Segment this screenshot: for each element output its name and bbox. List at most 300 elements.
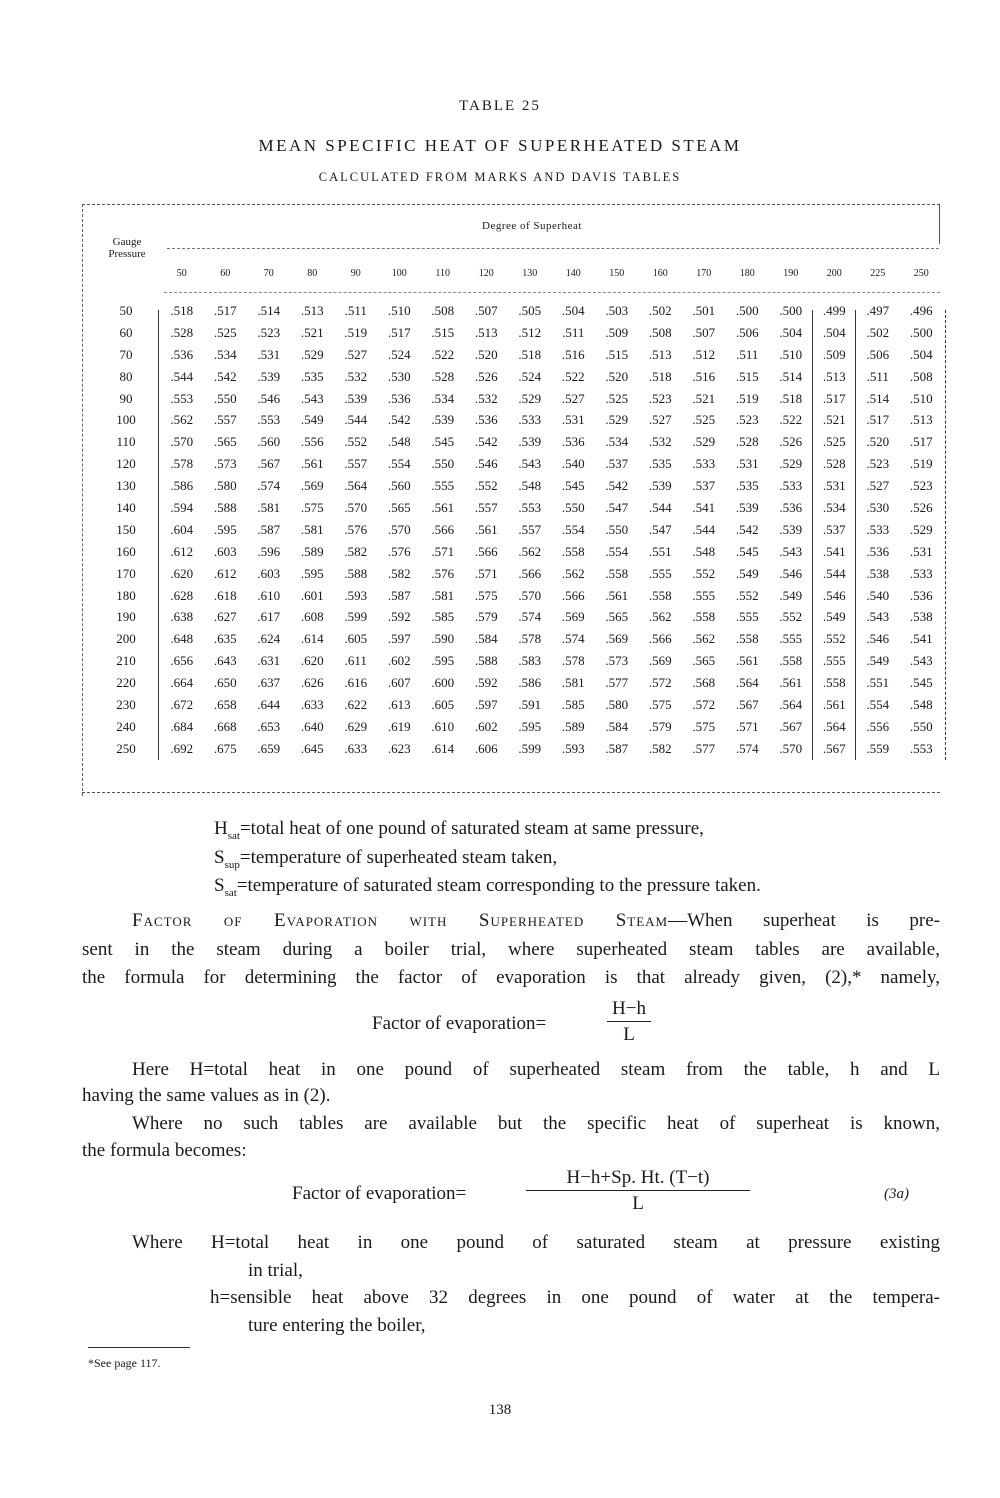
value-cell: .579 bbox=[474, 609, 498, 625]
value-cell: .540 bbox=[866, 587, 890, 603]
value-cell: .595 bbox=[213, 521, 237, 537]
value-cell: .532 bbox=[648, 434, 672, 450]
paragraph1-heading: Factor of Evaporation with Superheated Steam bbox=[132, 910, 669, 931]
value-cell: .557 bbox=[213, 412, 237, 428]
value-cell: .553 bbox=[909, 740, 933, 756]
definition-ssat: $S_{sat}=temperature$ of saturated steam corresponding to the pressure taken. bbox=[214, 875, 761, 899]
value-cell: .573 bbox=[213, 456, 237, 472]
table-row bbox=[92, 541, 943, 563]
value-cell: .565 bbox=[387, 499, 411, 515]
value-cell: .561 bbox=[474, 521, 498, 537]
value-cell: .626 bbox=[300, 675, 324, 691]
value-cell: .599 bbox=[344, 609, 368, 625]
value-cell: .584 bbox=[605, 718, 629, 734]
value-cell: .628 bbox=[170, 587, 194, 603]
value-cell: .523 bbox=[735, 412, 759, 428]
paragraph3-line1: Where no such tables are available but the specific heat of superheat is known, bbox=[132, 1113, 940, 1134]
value-cell: .650 bbox=[213, 675, 237, 691]
value-cell: .556 bbox=[866, 718, 890, 734]
value-cell: .502 bbox=[648, 302, 672, 318]
pressure-cell: 230 bbox=[116, 696, 136, 712]
value-cell: .565 bbox=[692, 653, 716, 669]
value-cell: .536 bbox=[779, 499, 803, 515]
value-cell: .558 bbox=[605, 565, 629, 581]
pressure-cell: 60 bbox=[119, 324, 133, 340]
table-row bbox=[92, 409, 943, 431]
value-cell: .539 bbox=[257, 368, 281, 384]
value-cell: .570 bbox=[387, 521, 411, 537]
value-cell: .555 bbox=[822, 653, 846, 669]
value-cell: .528 bbox=[735, 434, 759, 450]
value-cell: .627 bbox=[213, 609, 237, 625]
value-cell: .539 bbox=[779, 521, 803, 537]
column-header: 200 bbox=[826, 267, 842, 279]
value-cell: .570 bbox=[518, 587, 542, 603]
frame-top-rule bbox=[82, 204, 940, 205]
column-header: 140 bbox=[565, 267, 581, 279]
value-cell: .611 bbox=[344, 653, 367, 669]
value-cell: .572 bbox=[648, 675, 672, 691]
value-cell: .505 bbox=[518, 302, 542, 318]
column-header: 225 bbox=[870, 267, 886, 279]
value-cell: .515 bbox=[431, 324, 455, 340]
value-cell: .520 bbox=[866, 434, 890, 450]
value-cell: .582 bbox=[648, 740, 672, 756]
value-cell: .644 bbox=[257, 696, 281, 712]
value-cell: .552 bbox=[474, 478, 498, 494]
value-cell: .620 bbox=[300, 653, 324, 669]
value-cell: .557 bbox=[518, 521, 542, 537]
value-cell: .596 bbox=[257, 543, 281, 559]
value-cell: .617 bbox=[257, 609, 281, 625]
pressure-cell: 210 bbox=[116, 653, 136, 669]
value-cell: .508 bbox=[648, 324, 672, 340]
value-cell: .554 bbox=[561, 521, 585, 537]
value-cell: .504 bbox=[822, 324, 846, 340]
table-row bbox=[92, 628, 943, 650]
value-cell: .543 bbox=[779, 543, 803, 559]
formula1-fraction bbox=[607, 998, 651, 1046]
value-cell: .574 bbox=[735, 740, 759, 756]
value-cell: .561 bbox=[735, 653, 759, 669]
column-header: 70 bbox=[263, 267, 274, 279]
value-cell: .564 bbox=[344, 478, 368, 494]
value-cell: .592 bbox=[387, 609, 411, 625]
value-cell: .608 bbox=[300, 609, 324, 625]
value-cell: .517 bbox=[387, 324, 411, 340]
value-cell: .522 bbox=[779, 412, 803, 428]
value-cell: .577 bbox=[605, 675, 629, 691]
value-cell: .555 bbox=[735, 609, 759, 625]
pressure-cell: 120 bbox=[116, 456, 136, 472]
value-cell: .640 bbox=[300, 718, 324, 734]
value-cell: .564 bbox=[735, 675, 759, 691]
column-header: 130 bbox=[522, 267, 538, 279]
value-cell: .510 bbox=[387, 302, 411, 318]
value-cell: .536 bbox=[387, 390, 411, 406]
value-cell: .595 bbox=[431, 653, 455, 669]
pressure-cell: 130 bbox=[116, 478, 136, 494]
value-cell: .536 bbox=[561, 434, 585, 450]
value-cell: .539 bbox=[518, 434, 542, 450]
value-cell: .537 bbox=[692, 478, 716, 494]
value-cell: .529 bbox=[300, 346, 324, 362]
table-row bbox=[92, 672, 943, 694]
frame-bottom-rule bbox=[82, 792, 940, 793]
table-row bbox=[92, 300, 943, 322]
value-cell: .503 bbox=[605, 302, 629, 318]
value-cell: .648 bbox=[170, 631, 194, 647]
value-cell: .569 bbox=[300, 478, 324, 494]
value-cell: .575 bbox=[300, 499, 324, 515]
value-cell: .567 bbox=[779, 718, 803, 734]
pressure-cell: 90 bbox=[119, 390, 133, 406]
value-cell: .542 bbox=[213, 368, 237, 384]
value-cell: .589 bbox=[561, 718, 585, 734]
value-cell: .562 bbox=[561, 565, 585, 581]
value-cell: .511 bbox=[344, 302, 367, 318]
value-cell: .496 bbox=[909, 302, 933, 318]
value-cell: .633 bbox=[300, 696, 324, 712]
value-cell: .576 bbox=[344, 521, 368, 537]
value-cell: .580 bbox=[605, 696, 629, 712]
value-cell: .512 bbox=[518, 324, 542, 340]
value-cell: .500 bbox=[735, 302, 759, 318]
value-cell: .532 bbox=[474, 390, 498, 406]
value-cell: .545 bbox=[561, 478, 585, 494]
value-cell: .579 bbox=[648, 718, 672, 734]
value-cell: .518 bbox=[648, 368, 672, 384]
value-cell: .538 bbox=[866, 565, 890, 581]
value-cell: .540 bbox=[561, 456, 585, 472]
value-cell: .675 bbox=[213, 740, 237, 756]
where-line1: Where H=total heat in one pound of saturated steam at pressure existing bbox=[132, 1232, 940, 1253]
value-cell: .508 bbox=[431, 302, 455, 318]
value-cell: .500 bbox=[779, 302, 803, 318]
value-cell: .569 bbox=[648, 653, 672, 669]
table-row bbox=[92, 563, 943, 585]
value-cell: .581 bbox=[431, 587, 455, 603]
value-cell: .532 bbox=[344, 368, 368, 384]
pressure-cell: 240 bbox=[116, 718, 136, 734]
value-cell: .546 bbox=[779, 565, 803, 581]
table-row bbox=[92, 366, 943, 388]
value-cell: .528 bbox=[822, 456, 846, 472]
value-cell: .525 bbox=[822, 434, 846, 450]
value-cell: .542 bbox=[735, 521, 759, 537]
table-row bbox=[92, 606, 943, 628]
value-cell: .499 bbox=[822, 302, 846, 318]
value-cell: .568 bbox=[692, 675, 716, 691]
value-cell: .552 bbox=[692, 565, 716, 581]
value-cell: .588 bbox=[344, 565, 368, 581]
value-cell: .537 bbox=[822, 521, 846, 537]
definition-ssup: $S_{sup}=temperature$ of superheated steam taken, bbox=[214, 847, 558, 871]
value-cell: .569 bbox=[561, 609, 585, 625]
value-cell: .554 bbox=[387, 456, 411, 472]
value-cell: .590 bbox=[431, 631, 455, 647]
value-cell: .555 bbox=[692, 587, 716, 603]
value-cell: .561 bbox=[431, 499, 455, 515]
table-row bbox=[92, 650, 943, 672]
value-cell: .591 bbox=[518, 696, 542, 712]
value-cell: .561 bbox=[779, 675, 803, 691]
value-cell: .517 bbox=[822, 390, 846, 406]
value-cell: .565 bbox=[213, 434, 237, 450]
value-cell: .537 bbox=[605, 456, 629, 472]
value-cell: .525 bbox=[605, 390, 629, 406]
column-divider bbox=[945, 310, 946, 760]
pressure-cell: 190 bbox=[116, 609, 136, 625]
value-cell: .507 bbox=[474, 302, 498, 318]
table-subtitle: CALCULATED FROM MARKS AND DAVIS TABLES bbox=[318, 170, 682, 184]
value-cell: .545 bbox=[735, 543, 759, 559]
value-cell: .567 bbox=[735, 696, 759, 712]
value-cell: .529 bbox=[605, 412, 629, 428]
value-cell: .546 bbox=[474, 456, 498, 472]
value-cell: .588 bbox=[213, 499, 237, 515]
value-cell: .555 bbox=[431, 478, 455, 494]
page-number: 138 bbox=[488, 1402, 512, 1418]
formula2-denominator: L bbox=[632, 1193, 644, 1214]
value-cell: .510 bbox=[779, 346, 803, 362]
value-cell: .527 bbox=[561, 390, 585, 406]
pressure-cell: 100 bbox=[116, 412, 136, 428]
value-cell: .534 bbox=[605, 434, 629, 450]
value-cell: .575 bbox=[474, 587, 498, 603]
value-cell: .612 bbox=[170, 543, 194, 559]
value-cell: .558 bbox=[779, 653, 803, 669]
formula2-numerator: H−h+Sp. Ht. (T−t) bbox=[526, 1167, 750, 1191]
value-cell: .533 bbox=[518, 412, 542, 428]
value-cell: .603 bbox=[257, 565, 281, 581]
value-cell: .509 bbox=[822, 346, 846, 362]
value-cell: .638 bbox=[170, 609, 194, 625]
value-cell: .500 bbox=[909, 324, 933, 340]
value-cell: .604 bbox=[170, 521, 194, 537]
value-cell: .542 bbox=[474, 434, 498, 450]
value-cell: .543 bbox=[909, 653, 933, 669]
value-cell: .531 bbox=[735, 456, 759, 472]
value-cell: .548 bbox=[387, 434, 411, 450]
value-cell: .544 bbox=[822, 565, 846, 581]
value-cell: .511 bbox=[866, 368, 889, 384]
value-cell: .578 bbox=[518, 631, 542, 647]
value-cell: .541 bbox=[822, 543, 846, 559]
value-cell: .521 bbox=[300, 324, 324, 340]
value-cell: .527 bbox=[866, 478, 890, 494]
value-cell: .633 bbox=[344, 740, 368, 756]
value-cell: .519 bbox=[909, 456, 933, 472]
value-cell: .526 bbox=[474, 368, 498, 384]
value-cell: .561 bbox=[822, 696, 846, 712]
value-cell: .658 bbox=[213, 696, 237, 712]
where-line1b: in trial, bbox=[248, 1260, 303, 1281]
pressure-cell: 250 bbox=[116, 740, 136, 756]
table-row bbox=[92, 738, 943, 760]
value-cell: .557 bbox=[344, 456, 368, 472]
definition-hsat: $H_{sat}=total$ heat of one pound of saturated steam at same pressure, bbox=[214, 818, 704, 842]
value-cell: .550 bbox=[213, 390, 237, 406]
value-cell: .578 bbox=[170, 456, 194, 472]
value-cell: .581 bbox=[257, 499, 281, 515]
value-cell: .533 bbox=[866, 521, 890, 537]
value-cell: .566 bbox=[648, 631, 672, 647]
value-cell: .535 bbox=[648, 456, 672, 472]
value-cell: .536 bbox=[866, 543, 890, 559]
value-cell: .592 bbox=[474, 675, 498, 691]
value-cell: .524 bbox=[518, 368, 542, 384]
value-cell: .653 bbox=[257, 718, 281, 734]
value-cell: .530 bbox=[387, 368, 411, 384]
value-cell: .684 bbox=[170, 718, 194, 734]
value-cell: .585 bbox=[561, 696, 585, 712]
value-cell: .501 bbox=[692, 302, 716, 318]
superheat-label: Degree of Superheat bbox=[482, 220, 582, 232]
value-cell: .613 bbox=[387, 696, 411, 712]
paragraph1-line1: Factor of Evaporation with Superheated Steam—When superheat is pre- bbox=[132, 910, 940, 931]
value-cell: .637 bbox=[257, 675, 281, 691]
value-cell: .560 bbox=[387, 478, 411, 494]
value-cell: .574 bbox=[257, 478, 281, 494]
value-cell: .692 bbox=[170, 740, 194, 756]
value-cell: .541 bbox=[692, 499, 716, 515]
value-cell: .523 bbox=[648, 390, 672, 406]
value-cell: .504 bbox=[779, 324, 803, 340]
column-header: 50 bbox=[176, 267, 187, 279]
pressure-cell: 50 bbox=[119, 302, 133, 318]
value-cell: .600 bbox=[431, 675, 455, 691]
value-cell: .541 bbox=[909, 631, 933, 647]
value-cell: .547 bbox=[648, 521, 672, 537]
value-cell: .502 bbox=[866, 324, 890, 340]
value-cell: .554 bbox=[605, 543, 629, 559]
value-cell: .551 bbox=[648, 543, 672, 559]
value-cell: .635 bbox=[213, 631, 237, 647]
value-cell: .552 bbox=[779, 609, 803, 625]
value-cell: .629 bbox=[344, 718, 368, 734]
value-cell: .566 bbox=[474, 543, 498, 559]
table-row bbox=[92, 344, 943, 366]
value-cell: .529 bbox=[518, 390, 542, 406]
column-header: 120 bbox=[478, 267, 494, 279]
value-cell: .543 bbox=[866, 609, 890, 625]
value-cell: .507 bbox=[692, 324, 716, 340]
table-row bbox=[92, 694, 943, 716]
value-cell: .504 bbox=[561, 302, 585, 318]
value-cell: .519 bbox=[344, 324, 368, 340]
value-cell: .504 bbox=[909, 346, 933, 362]
value-cell: .544 bbox=[692, 521, 716, 537]
value-cell: .514 bbox=[257, 302, 281, 318]
value-cell: .570 bbox=[170, 434, 194, 450]
pressure-cell: 200 bbox=[116, 631, 136, 647]
value-cell: .645 bbox=[300, 740, 324, 756]
value-cell: .535 bbox=[300, 368, 324, 384]
value-cell: .511 bbox=[736, 346, 759, 362]
where-line2b: ture entering the boiler, bbox=[248, 1315, 426, 1336]
value-cell: .515 bbox=[735, 368, 759, 384]
frame-left-rule bbox=[82, 204, 83, 796]
value-cell: .588 bbox=[474, 653, 498, 669]
value-cell: .589 bbox=[300, 543, 324, 559]
value-cell: .586 bbox=[170, 478, 194, 494]
value-cell: .538 bbox=[909, 609, 933, 625]
value-cell: .531 bbox=[257, 346, 281, 362]
value-cell: .659 bbox=[257, 740, 281, 756]
table-body bbox=[92, 300, 943, 760]
value-cell: .521 bbox=[692, 390, 716, 406]
value-cell: .539 bbox=[431, 412, 455, 428]
value-cell: .523 bbox=[257, 324, 281, 340]
value-cell: .575 bbox=[648, 696, 672, 712]
value-cell: .518 bbox=[518, 346, 542, 362]
value-cell: .513 bbox=[648, 346, 672, 362]
value-cell: .610 bbox=[257, 587, 281, 603]
value-cell: .521 bbox=[822, 412, 846, 428]
value-cell: .533 bbox=[909, 565, 933, 581]
value-cell: .524 bbox=[387, 346, 411, 362]
pressure-cell: 220 bbox=[116, 675, 136, 691]
value-cell: .522 bbox=[561, 368, 585, 384]
value-cell: .573 bbox=[605, 653, 629, 669]
value-cell: .569 bbox=[605, 631, 629, 647]
value-cell: .528 bbox=[170, 324, 194, 340]
table-number: TABLE 25 bbox=[459, 98, 541, 114]
value-cell: .561 bbox=[300, 456, 324, 472]
table-row bbox=[92, 388, 943, 410]
value-cell: .545 bbox=[431, 434, 455, 450]
value-cell: .508 bbox=[909, 368, 933, 384]
value-cell: .520 bbox=[605, 368, 629, 384]
value-cell: .526 bbox=[779, 434, 803, 450]
value-cell: .534 bbox=[822, 499, 846, 515]
value-cell: .578 bbox=[561, 653, 585, 669]
column-header: 60 bbox=[220, 267, 231, 279]
value-cell: .595 bbox=[300, 565, 324, 581]
column-header: 180 bbox=[739, 267, 755, 279]
value-cell: .606 bbox=[474, 740, 498, 756]
value-cell: .545 bbox=[909, 675, 933, 691]
value-cell: .547 bbox=[605, 499, 629, 515]
paragraph2-line1: Here H=total heat in one pound of superheated steam from the table, h and L bbox=[132, 1059, 940, 1080]
value-cell: .570 bbox=[779, 740, 803, 756]
where-line2: h=sensible heat above 32 degrees in one pound of water at the tempera- bbox=[210, 1287, 940, 1308]
value-cell: .549 bbox=[866, 653, 890, 669]
value-cell: .517 bbox=[866, 412, 890, 428]
value-cell: .530 bbox=[866, 499, 890, 515]
value-cell: .531 bbox=[909, 543, 933, 559]
value-cell: .664 bbox=[170, 675, 194, 691]
value-cell: .550 bbox=[431, 456, 455, 472]
value-cell: .560 bbox=[257, 434, 281, 450]
value-cell: .549 bbox=[735, 565, 759, 581]
value-cell: .562 bbox=[648, 609, 672, 625]
value-cell: .550 bbox=[561, 499, 585, 515]
value-cell: .548 bbox=[518, 478, 542, 494]
value-cell: .566 bbox=[561, 587, 585, 603]
value-cell: .518 bbox=[170, 302, 194, 318]
value-cell: .543 bbox=[300, 390, 324, 406]
value-cell: .516 bbox=[692, 368, 716, 384]
value-cell: .618 bbox=[213, 587, 237, 603]
value-cell: .514 bbox=[779, 368, 803, 384]
value-cell: .570 bbox=[344, 499, 368, 515]
value-cell: .587 bbox=[387, 587, 411, 603]
header-rule bbox=[167, 248, 939, 249]
table-title: MEAN SPECIFIC HEAT OF SUPERHEATED STEAM bbox=[258, 136, 742, 155]
value-cell: .552 bbox=[735, 587, 759, 603]
